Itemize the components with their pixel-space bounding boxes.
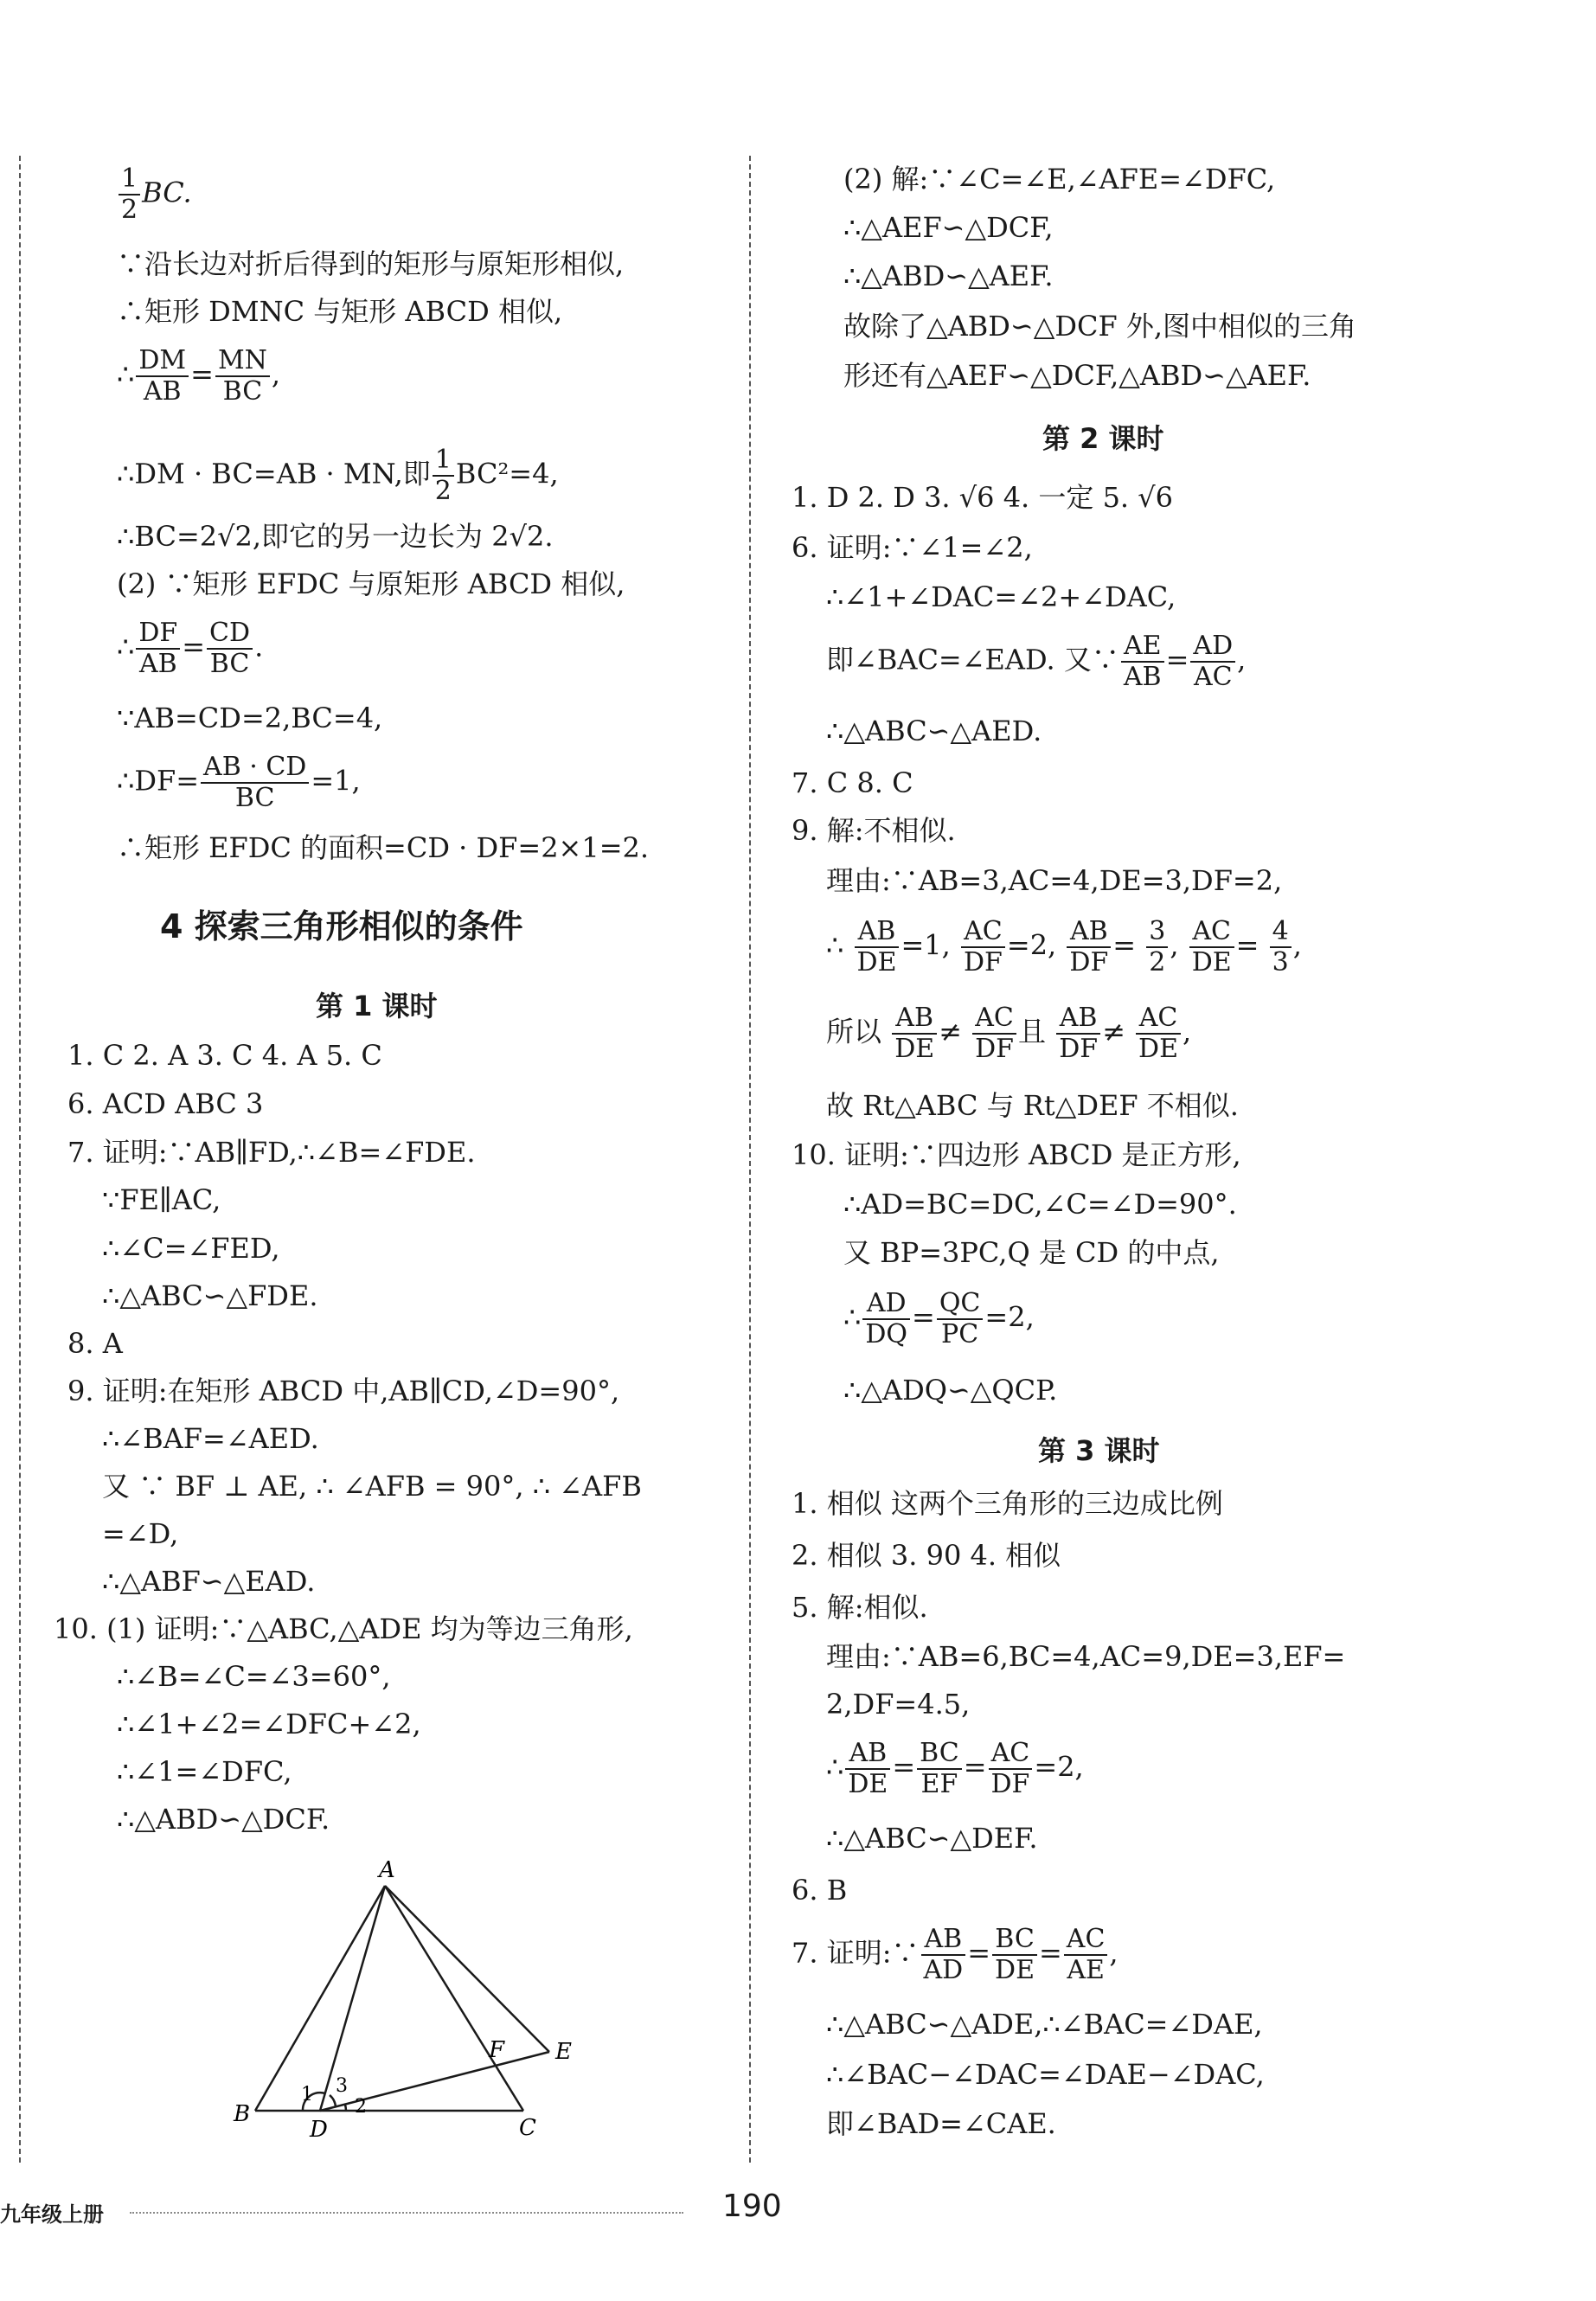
line: 1. C 2. A 3. C 4. A 5. C (67, 1039, 382, 1072)
page-number: 190 (722, 2189, 782, 2224)
binding-line-left (19, 156, 21, 2163)
line: ∴△ABF∽△EAD. (102, 1565, 316, 1598)
line: ∴∠1+∠DAC=∠2+∠DAC, (826, 580, 1176, 613)
line: 6. ACD ABC 3 (67, 1087, 264, 1120)
line: 理由:∵AB=6,BC=4,AC=9,DE=3,EF= (826, 1640, 1346, 1673)
line: =∠D, (102, 1517, 179, 1550)
line: ∴ $\frac{AB}{DE}$ =1, $\frac{AC}{DF}$ =2, $\frac{AB}{DF}$ = $\frac{3}{2}$ , $\frac{AC}{DE}$ = $\frac{4}{3}$ , (826, 916, 1302, 977)
line: ∵FE∥AC, (102, 1183, 221, 1216)
line: $\frac{1}{2}$ BC. (117, 164, 192, 225)
line: 2,DF=4.5, (826, 1688, 971, 1721)
angle-3-arc (330, 2095, 336, 2107)
line: 10. (1) 证明:∵△ABC,△ADE 均为等边三角形, (54, 1612, 633, 1645)
line: 即∠BAC=∠EAD. 又∵ $\frac{AE}{AB}$ = $\frac{AD}{AC}$ , (826, 631, 1247, 692)
line: ∴△ABC∽△DEF. (826, 1822, 1038, 1855)
line: ∴△ABC∽△ADE,∴∠BAC=∠DAE, (826, 2008, 1263, 2041)
line: 7. 证明:∵AB∥FD,∴∠B=∠FDE. (67, 1136, 476, 1169)
line: 即∠BAD=∠CAE. (826, 2107, 1056, 2140)
line: 形还有△AEF∽△DCF,△ABD∽△AEF. (843, 359, 1311, 392)
label-A: A (379, 1857, 395, 1883)
triangle-figure (216, 1851, 588, 2145)
line: 故 Rt△ABC 与 Rt△DEF 不相似. (826, 1089, 1239, 1122)
line: 5. 解:相似. (792, 1591, 928, 1624)
section-title: 4 探索三角形相似的条件 (160, 907, 523, 945)
line: ∴DM · BC=AB · MN,即 $\frac{1}{2}$ BC²=4, (117, 445, 559, 506)
label-F: F (489, 2037, 505, 2063)
lesson-heading: 第 3 课时 (1038, 1434, 1160, 1467)
line: ∵AB=CD=2,BC=4, (117, 702, 383, 734)
line: ∴∠B=∠C=∠3=60°, (117, 1660, 391, 1693)
label-D: D (310, 2117, 328, 2143)
binding-line-center (749, 156, 751, 2163)
line: 6. B (792, 1874, 848, 1907)
line: ∴AD=BC=DC,∠C=∠D=90°. (843, 1188, 1237, 1221)
line: ∴△ABC∽△FDE. (102, 1279, 318, 1312)
line: 6. 证明:∵∠1=∠2, (792, 531, 1033, 564)
line: ∴∠BAF=∠AED. (102, 1422, 319, 1455)
line: 9. 证明:在矩形 ABCD 中,AB∥CD,∠D=90°, (67, 1375, 620, 1407)
line: ∴BC=2√2,即它的另一边长为 2√2. (117, 520, 554, 553)
fraction: $\frac{1}{2}$ (119, 164, 140, 225)
angle-label-1: 1 (301, 2084, 313, 2106)
line: 故除了△ABD∽△DCF 外,图中相似的三角 (843, 310, 1357, 343)
lesson-heading: 第 2 课时 (1042, 422, 1164, 455)
line: 7. 证明:∵ $\frac{AB}{AD}$ = $\frac{BC}{DE}$ = $\frac{AC}{AE}$ , (792, 1924, 1118, 1985)
line: 1. 相似 这两个三角形的三边成比例 (792, 1487, 1223, 1520)
label-C: C (519, 2115, 536, 2141)
line: 所以 $\frac{AB}{DE}$ ≠ $\frac{AC}{DF}$ 且 $\frac{AB}{DF}$ ≠ $\frac{AC}{DE}$ , (826, 1003, 1192, 1064)
line: ∴∠C=∠FED, (102, 1232, 280, 1265)
line: ∴矩形 DMNC 与矩形 ABCD 相似, (117, 295, 563, 328)
edge-AD (320, 1886, 385, 2111)
line: (2) ∵矩形 EFDC 与原矩形 ABCD 相似, (117, 567, 625, 600)
angle-label-2: 2 (355, 2096, 367, 2118)
line: 又 BP=3PC,Q 是 CD 的中点, (843, 1236, 1220, 1269)
line: ∴DF= $\frac{AB \cdot CD}{BC}$ =1, (117, 752, 361, 813)
line: ∴∠1=∠DFC, (117, 1755, 292, 1788)
edge-AB (255, 1886, 385, 2111)
line: 7. C 8. C (792, 766, 913, 799)
line: 8. A (67, 1327, 123, 1360)
line: 9. 解:不相似. (792, 814, 956, 847)
line: ∴△ABD∽△DCF. (117, 1803, 330, 1836)
line: 1. D 2. D 3. √6 4. 一定 5. √6 (792, 481, 1174, 514)
line: ∴∠1+∠2=∠DFC+∠2, (117, 1708, 421, 1740)
line: ∴ $\frac{AD}{DQ}$ = $\frac{QC}{PC}$ =2, (843, 1288, 1035, 1349)
label-B: B (234, 2101, 251, 2127)
footer-divider (130, 2212, 683, 2214)
line: ∵沿长边对折后得到的矩形与原矩形相似, (117, 247, 625, 280)
label-E: E (555, 2039, 572, 2065)
line: ∴ $\frac{DM}{AB}$ = $\frac{MN}{BC}$ , (117, 345, 281, 407)
angle-2-arc (345, 2105, 346, 2111)
line: ∴△ABC∽△AED. (826, 715, 1042, 747)
line: ∴△ADQ∽△QCP. (843, 1374, 1058, 1407)
line: ∴△ABD∽△AEF. (843, 260, 1054, 292)
line: ∴∠BAC−∠DAC=∠DAE−∠DAC, (826, 2058, 1265, 2091)
angle-label-3: 3 (336, 2075, 348, 2097)
line: ∴ $\frac{DF}{AB}$ = $\frac{CD}{BC}$ . (117, 618, 264, 679)
lesson-heading: 第 1 课时 (316, 990, 438, 1022)
edge-AE (385, 1886, 549, 2052)
line: 2. 相似 3. 90 4. 相似 (792, 1539, 1061, 1572)
line: 理由:∵AB=3,AC=4,DE=3,DF=2, (826, 864, 1283, 897)
line: 10. 证明:∵四边形 ABCD 是正方形, (792, 1138, 1241, 1171)
line: (2) 解:∵∠C=∠E,∠AFE=∠DFC, (843, 163, 1276, 195)
footer-book-label: 九年级上册 (0, 2202, 104, 2227)
line: ∴ $\frac{AB}{DE}$ = $\frac{BC}{EF}$ = $\frac{AC}{DF}$ =2, (826, 1738, 1084, 1799)
line: ∴△AEF∽△DCF, (843, 211, 1054, 244)
line: ∴矩形 EFDC 的面积=CD · DF=2×1=2. (117, 831, 650, 864)
line: 又 ∵ BF ⊥ AE, ∴ ∠AFB = 90°, ∴ ∠AFB (102, 1470, 642, 1503)
